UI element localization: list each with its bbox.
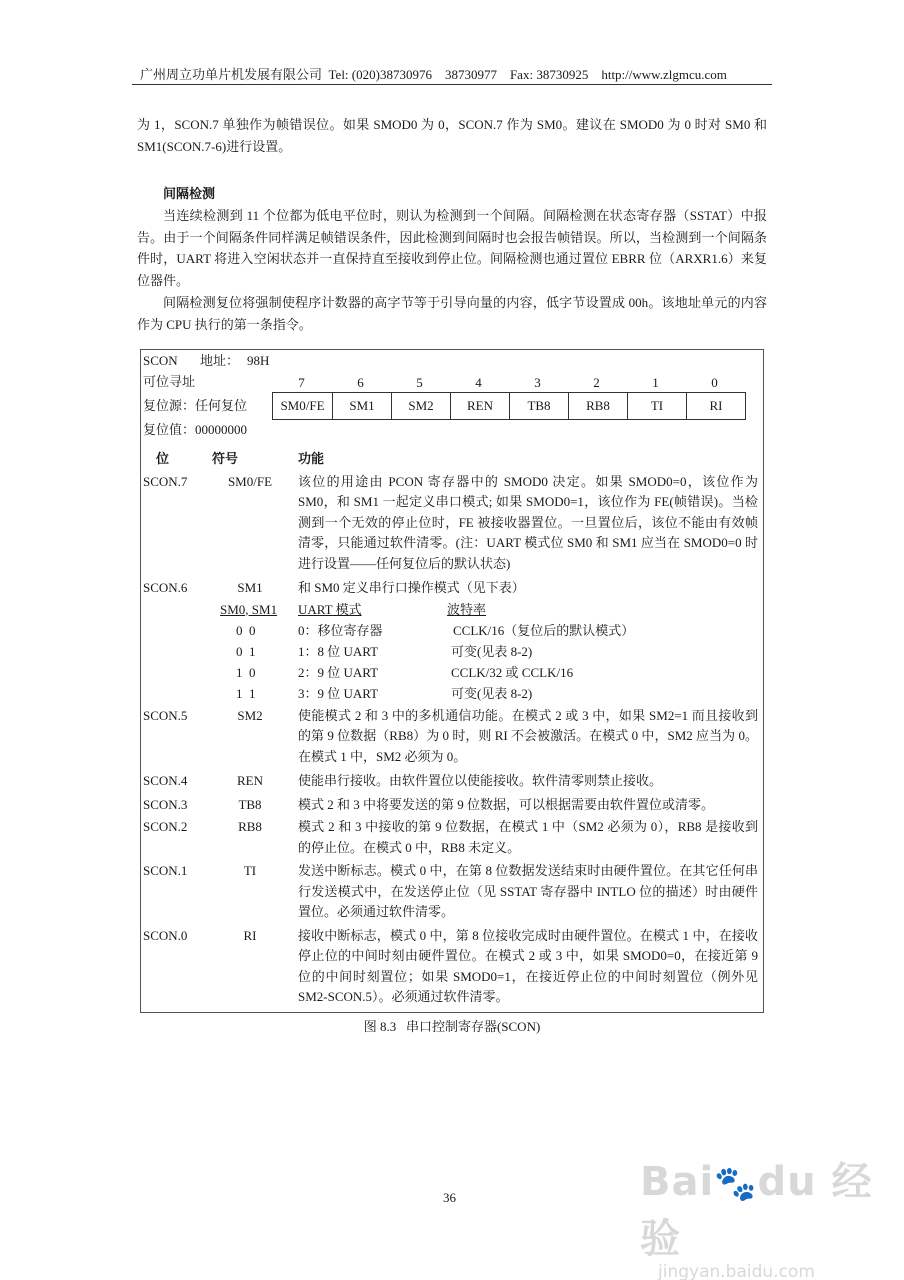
row-symbol: SM1 (237, 580, 263, 595)
table-row (141, 706, 763, 768)
row-desc: 使能串行接收。由软件置位以使能接收。软件清零则禁止接收。 (298, 773, 663, 788)
register-name: SCON (143, 353, 178, 368)
row-bit: SCON.4 (143, 773, 188, 788)
mode-header-row (141, 599, 763, 620)
col-header-symbol: 符号 (212, 451, 239, 466)
row-desc: 和 SM0 定义串行口操作模式（见下表） (298, 580, 525, 595)
reset-value: 复位值：00000000 (143, 422, 248, 437)
bit-number: 6 (357, 375, 364, 390)
register-bit-map (272, 392, 746, 420)
mode-baud: 可变(见表 8-2) (451, 685, 533, 701)
row-symbol: RI (243, 927, 257, 943)
bit-cell: SM0/FE (273, 393, 333, 419)
page-content (137, 114, 767, 1037)
address-value: 98H (247, 353, 270, 368)
table-row (141, 861, 763, 923)
bit-cell: RB8 (569, 393, 628, 419)
page-number: 36 (443, 1190, 456, 1205)
row-bit: SCON.6 (143, 580, 188, 595)
table-row (141, 578, 763, 599)
row-desc: 使能模式 2 和 3 中的多机通信功能。在模式 2 或 3 中，如果 SM2=1 而且接收到的第 9 位数据（RB8）为 0 时，则 RI 不会被激活。在模式 0 中，SM2 应当为 0。在模式 1 中，SM2 必须为 0。 (298, 707, 758, 764)
tel: Tel: (020)38730976 (328, 67, 432, 82)
bit-number: 1 (652, 375, 659, 390)
tel2: 38730977 (444, 67, 497, 82)
row-desc: 该位的用途由 PCON 寄存器中的 SMOD0 决定。如果 SMOD0=0，该位作为 SM0，和 SM1 一起定义串口模式; 如果 SMOD0=1，该位作为 FE(帧错误)。当检测到一个无效的停止位时，FE 被接收器置位。一旦置位后，该位不能由有效帧清零，只能通过软件清零。(注：UART 模式位 SM0 和 SM1 应当在 SMOD0=0 时进行设置——任何复位后的默认状态) (298, 473, 758, 571)
mode-baud: 可变(见表 8-2) (451, 643, 533, 659)
address-label: 地址： (200, 353, 240, 368)
row-bit: SCON.7 (143, 473, 188, 489)
header-rule (132, 84, 772, 85)
row-bit: SCON.1 (143, 863, 188, 878)
bit-addressable-label: 可位寻址 (143, 374, 196, 389)
row-bit: SCON.5 (143, 707, 188, 723)
mode-row (141, 662, 763, 683)
section-title: 间隔检测 (163, 187, 216, 202)
page-header (140, 64, 727, 83)
col-header-function: 功能 (298, 451, 325, 466)
row-desc: 接收中断标志，模式 0 中，第 8 位接收完成时由硬件置位。在模式 1 中，在接收停止位的中间时刻由硬件置位。在模式 2 或 3 中，如果 SMOD0=0，在接近第 9 位的中间时刻置位；如果 SMOD0=1，在接近停止位的中间时刻置位（例外见 SM2-SCON.5）。必须通过软件清零。 (298, 927, 758, 1004)
mode-row (141, 620, 763, 641)
mode-row (141, 641, 763, 662)
mode-row (141, 683, 763, 704)
col-header-bit: 位 (156, 451, 170, 466)
table-row (141, 472, 763, 575)
table-row (141, 795, 763, 816)
bit-number: 3 (534, 375, 541, 390)
mode-bits: 1 0 (236, 664, 256, 680)
row-symbol: SM0/FE (227, 473, 273, 489)
table-row (141, 771, 763, 792)
row-symbol: SM2 (237, 707, 263, 723)
bit-number: 5 (416, 375, 423, 390)
row-symbol: TI (243, 863, 257, 878)
row-desc: 发送中断标志。模式 0 中，在第 8 位数据发送结束时由硬件置位。在其它任何串行发送模式中，在发送停止位（见 SSTAT 寄存器中 INTLO 位的描述）时由硬件置位。必须通过软件清零。 (298, 863, 758, 919)
register-figure-box (140, 349, 764, 1013)
row-bit: SCON.2 (143, 819, 188, 834)
mode-baud: CCLK/32 或 CCLK/16 (451, 664, 574, 680)
figure-caption: 图 8.3 串口控制寄存器(SCON) (363, 1018, 541, 1034)
mode-name: 1：8 位 UART (298, 643, 379, 659)
mode-bits: 1 1 (236, 685, 256, 701)
bit-number: 0 (711, 375, 718, 390)
row-symbol: RB8 (238, 819, 262, 834)
mode-header: UART 模式 (298, 601, 362, 617)
reset-source: 复位源：任何复位 (143, 398, 248, 413)
row-desc: 模式 2 和 3 中将要发送的第 9 位数据，可以根据需要由软件置位或清零。 (298, 796, 715, 812)
column-headers (141, 449, 763, 470)
mode-table (141, 599, 763, 704)
bit-cell: SM1 (333, 393, 392, 419)
bit-cell: SM2 (392, 393, 451, 419)
company-name: 广州周立功单片机发展有限公司 (140, 67, 323, 82)
table-row (141, 926, 763, 1008)
bit-cell: TI (628, 393, 687, 419)
mode-header: 波特率 (447, 601, 487, 617)
row-desc: 模式 2 和 3 中接收的第 9 位数据，在模式 1 中（SM2 必须为 0），RB8 是接收到的停止位。在模式 0 中，RB8 未定义。 (298, 819, 758, 855)
bit-number: 4 (475, 375, 482, 390)
section-paragraph-1: 当连续检测到 11 个位都为低电平位时，则认为检测到一个间隔。间隔检测在状态寄存器（SSTAT）中报告。由于一个间隔条件同样满足帧错误条件，因此检测到间隔时也会报告帧错误。所以，当检测到一个间隔条件时，UART 将进入空闲状态并一直保持直至接收到停止位。间隔检测也通过置位 EBRR 位（ARXR1.6）来复位器件。 (137, 208, 767, 288)
intro-paragraph: 为 1，SCON.7 单独作为帧错误位。如果 SMOD0 为 0，SCON.7 作为 SM0。建议在 SMOD0 为 0 时对 SM0 和 SM1(SCON.7-6)进行设置。 (137, 117, 767, 154)
bit-cell: TB8 (510, 393, 569, 419)
mode-header: SM0, SM1 (220, 601, 278, 617)
mode-bits: 0 1 (236, 643, 256, 659)
website-link: http://www.zlgmcu.com (601, 67, 727, 82)
mode-name: 3：9 位 UART (298, 685, 379, 701)
mode-baud: CCLK/16（复位后的默认模式） (453, 622, 635, 638)
row-bit: SCON.0 (143, 927, 188, 943)
fax: Fax: 38730925 (509, 67, 589, 82)
mode-bits: 0 0 (236, 622, 256, 638)
bit-cell: RI (709, 398, 723, 413)
bit-number: 7 (298, 375, 305, 390)
bit-cell: REN (451, 393, 510, 419)
register-header (141, 350, 763, 449)
section-paragraph-2: 间隔检测复位将强制使程序计数器的高字节等于引导向量的内容，低字节设置成 00h。该地址单元的内容作为 CPU 执行的第一条指令。 (137, 295, 767, 332)
row-symbol: TB8 (238, 796, 262, 812)
table-row (141, 817, 763, 858)
baidu-watermark-logo: Bai🐾du 经验 jingyan.baidu.com (640, 1159, 873, 1280)
mode-name: 2：9 位 UART (298, 664, 379, 680)
row-bit: SCON.3 (143, 796, 188, 812)
row-symbol: REN (237, 773, 263, 788)
mode-name: 0：移位寄存器 (298, 622, 383, 638)
bit-number: 2 (593, 375, 600, 390)
